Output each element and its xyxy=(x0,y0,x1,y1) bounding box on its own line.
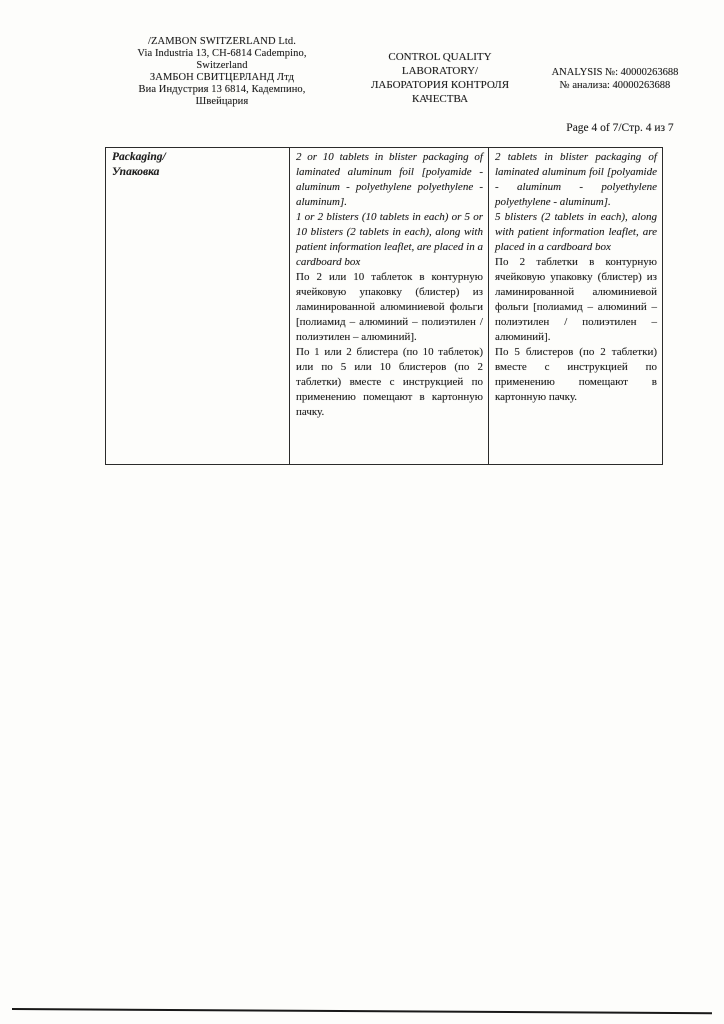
page-number: Page 4 of 7/Стр. 4 из 7 xyxy=(566,122,674,134)
pack2-ru-paragraph-2: По 5 блистеров (по 2 таблетки) вместе с инструкцией по применению помещают в картонную пачку. xyxy=(495,346,657,403)
lab-line-ru-1: ЛАБОРАТОРИЯ КОНТРОЛЯ xyxy=(370,79,510,91)
pack1-ru-paragraph-2: По 1 или 2 блистера (по 10 таблеток) или по 5 или 10 блистеров (по 2 таблетки) вместе с инструкцией по применению помещают в картонную пачку. xyxy=(296,346,483,418)
pack2-ru-paragraph-1: По 2 таблетки в контурную ячейковую упаковку (блистер) из ламинированной алюминиевой фольги [полиамид – алюминий – полиэтилен / полиэтилен – алюминий]. xyxy=(495,256,657,343)
row-label-en: Packaging/ xyxy=(112,151,166,163)
pack1-ru-paragraph-1: По 2 или 10 таблеток в контурную ячейковую упаковку (блистер) из ламинированной алюминиевой фольги [полиамид – алюминий – полиэтилен / полиэтилен – алюминий]. xyxy=(296,271,483,343)
company-name-ru: ЗАМБОН СВИТЦЕРЛАНД Лтд xyxy=(149,72,295,83)
company-country-ru: Швейцария xyxy=(195,96,249,107)
company-address-ru: Виа Индустрия 13 6814, Кадемпино, xyxy=(138,84,306,95)
page-bottom-rule xyxy=(12,1008,712,1014)
company-letterhead xyxy=(136,36,308,108)
pack2-en-paragraph-1: 2 tablets in blister packaging of laminated aluminum foil [polyamide - aluminum - polyethylene polyethylene - aluminum]. xyxy=(495,151,657,208)
analysis-number-ru: № анализа: 40000263688 xyxy=(559,80,671,91)
pack2-en-paragraph-2: 5 blisters (2 tablets in each), along with patient information leaflet, are placed in a cardboard box xyxy=(495,211,657,253)
analysis-number-en: ANALYSIS №: 40000263688 xyxy=(551,67,679,78)
lab-line-ru-2: КАЧЕСТВА xyxy=(411,93,469,105)
pack1-en-paragraph-1: 2 or 10 tablets in blister packaging of laminated aluminum foil [polyamide - aluminum - polyethylene polyethylene - aluminum]. xyxy=(296,151,483,208)
company-country-en: Switzerland xyxy=(196,60,248,71)
table-row xyxy=(106,148,663,465)
cell-packaging-variant-2 xyxy=(489,148,663,465)
pack1-en-paragraph-2: 1 or 2 blisters (10 tablets in each) or 5 or 10 blisters (2 tablets in each), along with patient information leaflet, are placed in a cardboard box xyxy=(296,211,483,268)
lab-line-en-1: CONTROL QUALITY xyxy=(388,51,492,63)
lab-line-en-2: LABORATORY/ xyxy=(401,65,479,77)
company-address-en: Via Industria 13, CH-6814 Cadempino, xyxy=(137,48,307,59)
packaging-table xyxy=(105,147,663,465)
analysis-number-block xyxy=(524,66,706,92)
laboratory-heading xyxy=(350,50,530,106)
company-name-en: /ZAMBON SWITZERLAND Ltd. xyxy=(148,36,296,47)
row-label-ru: Упаковка xyxy=(112,166,160,178)
cell-packaging-variant-1 xyxy=(290,148,489,465)
cell-row-label xyxy=(106,148,290,465)
